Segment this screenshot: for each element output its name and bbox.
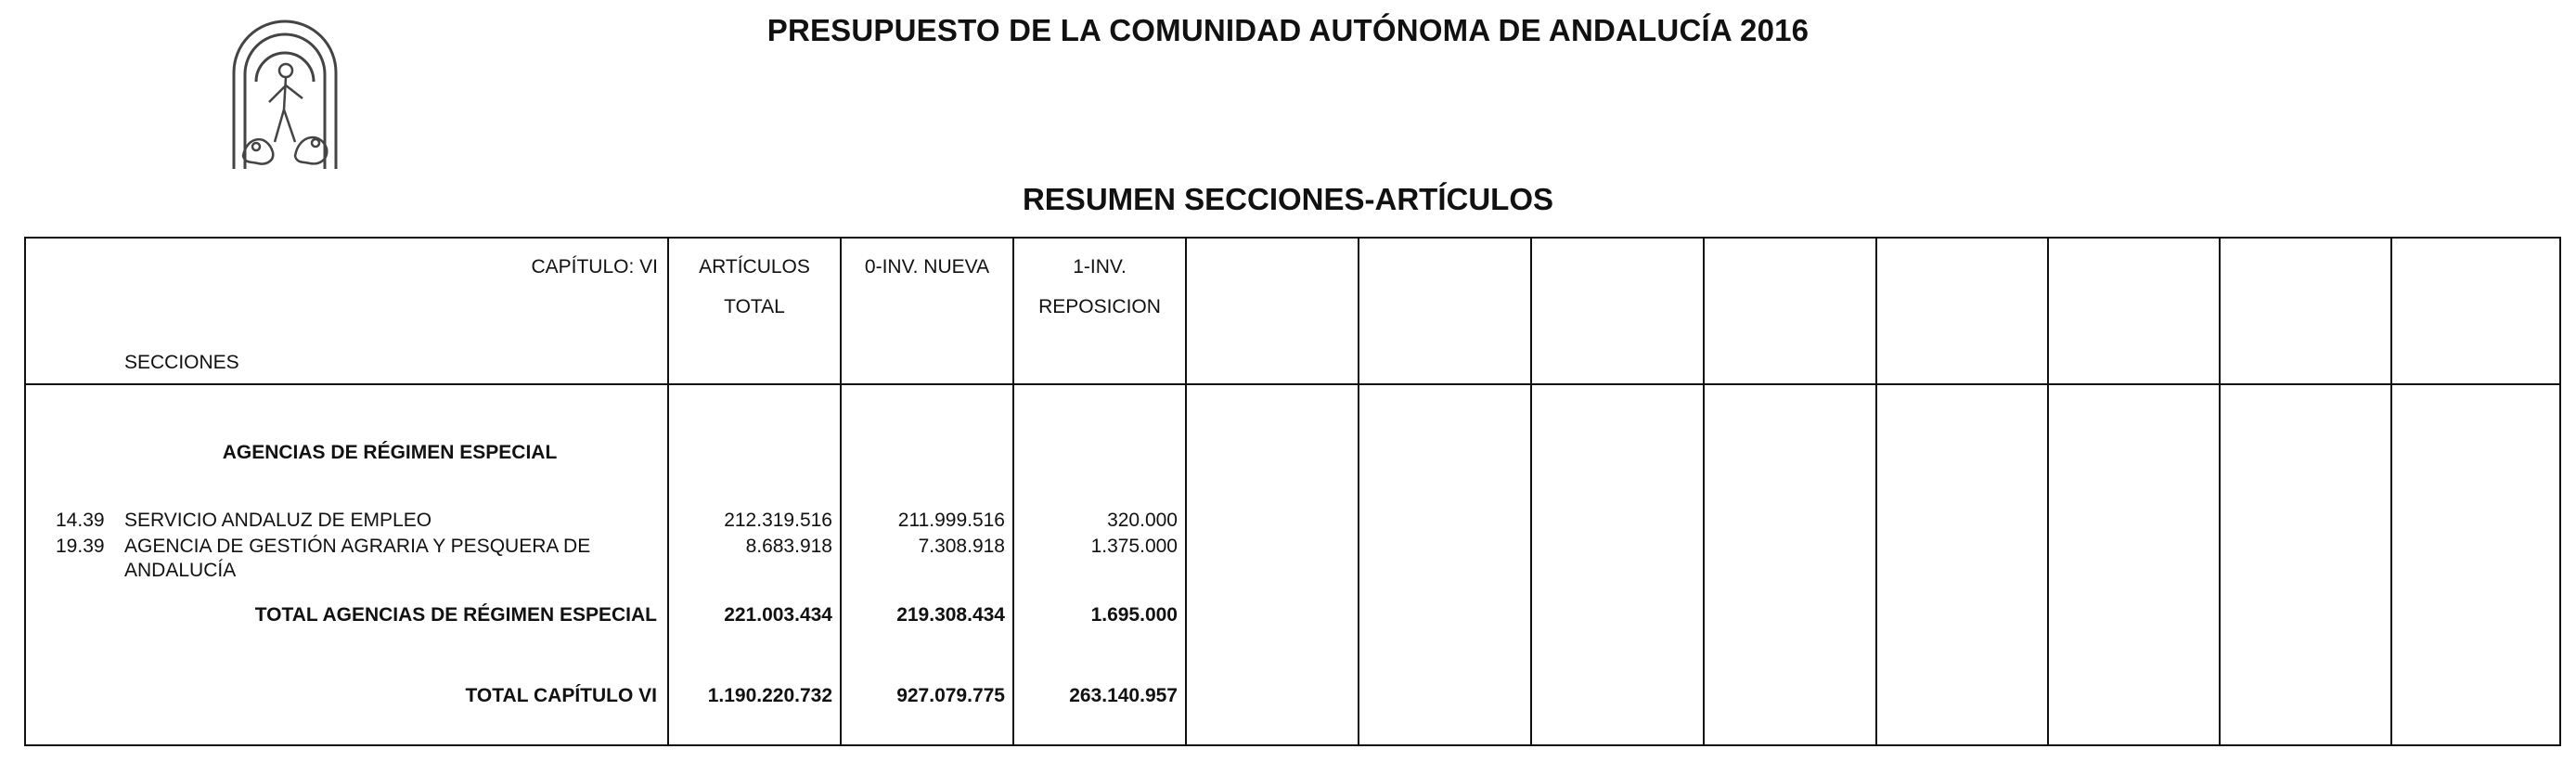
column-divider <box>2390 237 2392 746</box>
header-separator-line <box>24 383 2561 385</box>
column-divider <box>2219 237 2221 746</box>
column-divider <box>1185 237 1187 746</box>
row-total-value: 8.683.918 <box>745 536 832 557</box>
row-inv-reposicion-value: 1.375.000 <box>1090 536 1178 557</box>
row-name: AGENCIA DE GESTIÓN AGRARIA Y PESQUERA DE <box>124 536 591 557</box>
report-subtitle: RESUMEN SECCIONES-ARTÍCULOS <box>1022 182 1554 216</box>
grand-total-inv-reposicion-value: 263.140.957 <box>1069 685 1178 706</box>
row-code: 14.39 <box>56 510 105 531</box>
col-inv-reposicion-header-line2: REPOSICION <box>1038 296 1161 317</box>
grand-total-value: 1.190.220.732 <box>707 685 832 706</box>
row-inv-reposicion-value: 320.000 <box>1107 510 1178 531</box>
grand-total-label: TOTAL CAPÍTULO VI <box>465 685 657 706</box>
column-divider <box>2047 237 2049 746</box>
column-divider <box>840 237 842 746</box>
col-total-header-line2: TOTAL <box>724 296 785 317</box>
subtotal-inv-reposicion-value: 1.695.000 <box>1090 604 1178 626</box>
subtotal-total-value: 221.003.434 <box>724 604 832 626</box>
subtotal-label: TOTAL AGENCIAS DE RÉGIMEN ESPECIAL <box>254 604 657 626</box>
column-divider <box>1358 237 1359 746</box>
group-heading: AGENCIAS DE RÉGIMEN ESPECIAL <box>222 442 558 463</box>
summary-table-frame <box>24 237 2561 746</box>
row-name: SERVICIO ANDALUZ DE EMPLEO <box>124 510 432 531</box>
row-inv-nueva-value: 7.308.918 <box>918 536 1005 557</box>
row-inv-nueva-value: 211.999.516 <box>897 510 1005 531</box>
row-total-value: 212.319.516 <box>724 510 832 531</box>
column-divider <box>1530 237 1532 746</box>
row-name-continuation: ANDALUCÍA <box>124 560 237 581</box>
subtotal-inv-nueva-value: 219.308.434 <box>896 604 1005 626</box>
grand-total-inv-nueva-value: 927.079.775 <box>896 685 1005 706</box>
secciones-label: SECCIONES <box>124 352 239 373</box>
column-divider <box>1703 237 1705 746</box>
col-inv-nueva-header: 0-INV. NUEVA <box>864 256 990 278</box>
column-divider <box>1875 237 1877 746</box>
capitulo-label: CAPÍTULO: VI <box>531 256 658 278</box>
col-total-header-line1: ARTÍCULOS <box>699 256 810 278</box>
row-code: 19.39 <box>56 536 105 557</box>
col-inv-reposicion-header-line1: 1-INV. <box>1073 256 1127 278</box>
report-title: PRESUPUESTO DE LA COMUNIDAD AUTÓNOMA DE ANDALUCÍA 2016 <box>766 13 1810 47</box>
